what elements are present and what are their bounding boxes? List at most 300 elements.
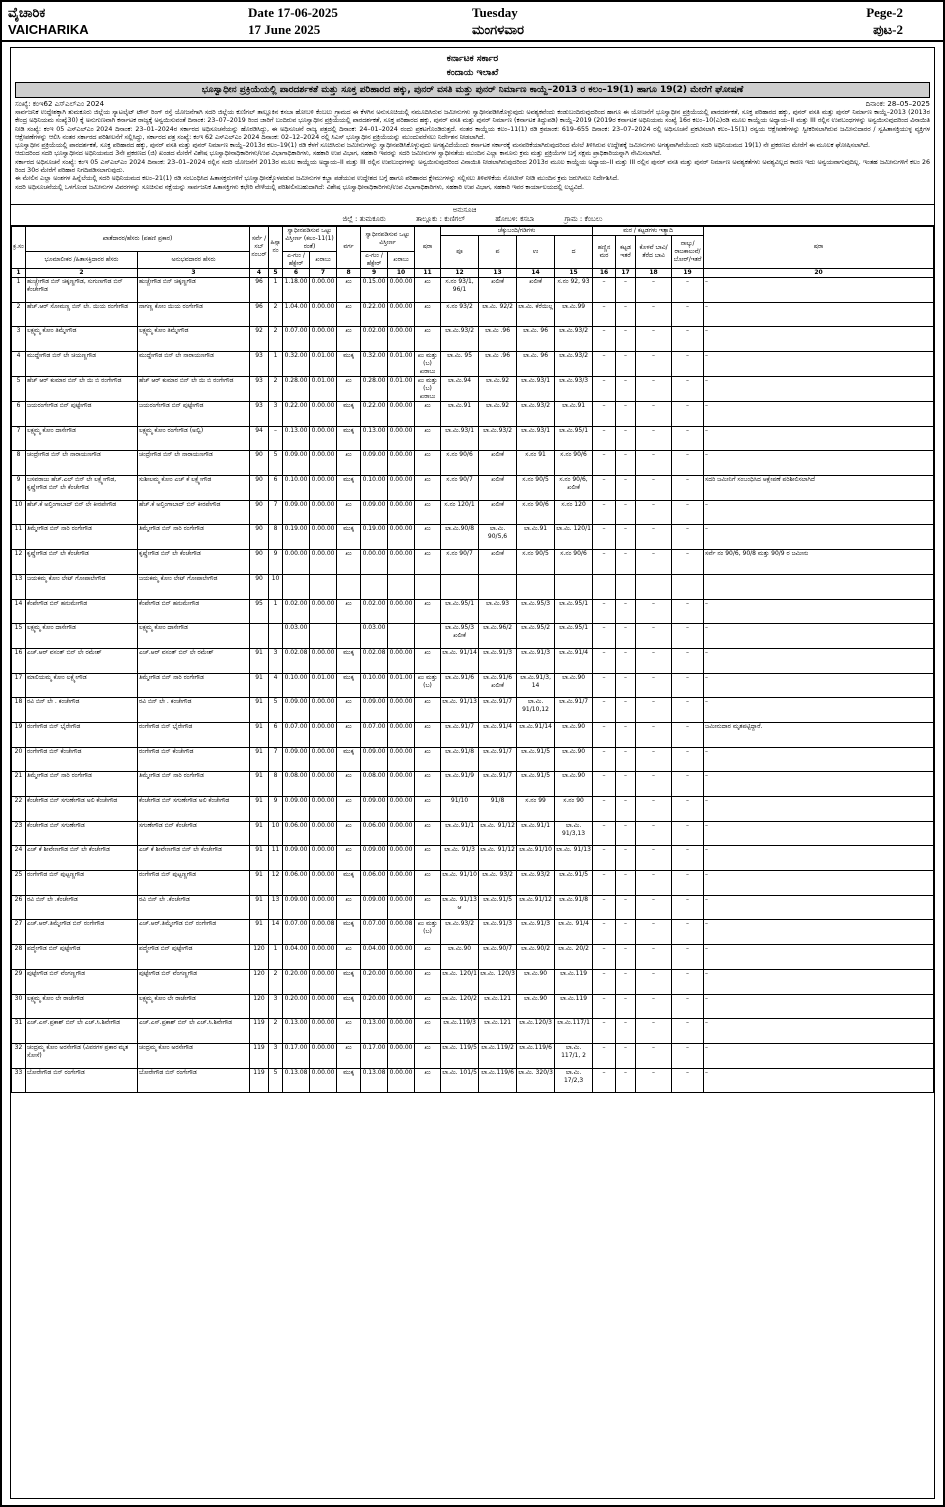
- survey-cell: 93: [250, 402, 269, 427]
- kharab-cell: 0.00.00: [310, 994, 337, 1019]
- trees-cell: –: [593, 747, 616, 772]
- owner-cell: ರಂಗೇಗೌಡ ಬಿನ್ ಪುಟ್ಟಣ್ಣಗೌಡ: [26, 871, 138, 896]
- hissa-cell: 5: [269, 698, 283, 723]
- katha-cell: ರಂಗೇಗೌಡ ಬಿನ್ ಭೈರೇಗೌಡ: [138, 722, 250, 747]
- column-number: 20: [704, 268, 934, 277]
- kharab-cell: 0.00.00: [310, 846, 337, 871]
- well-cell: –: [636, 525, 672, 550]
- other-cell: –: [672, 1068, 704, 1093]
- well-cell: –: [636, 277, 672, 302]
- area-cell: 0.02.00: [283, 599, 310, 624]
- survey-cell: 91: [250, 673, 269, 698]
- trees-cell: –: [593, 599, 616, 624]
- remarks-cell: –: [704, 1043, 934, 1068]
- remarks-type-cell: [415, 574, 441, 599]
- notice-paragraph: ಭೂಸ್ವಾಧೀನ ಪ್ರಕ್ರಿಯೆಯಲ್ಲಿ ಪಾರದರ್ಶಕತೆ, ಸೂಕ್ತ ಪರಿಹಾರದ ಹಕ್ಕು, ಪುನರ್ ವಸತಿ ಮತ್ತು ಪುನರ್ ನಿರ್ಮಾಣ ಕಾಯ್ದೆ–2013ರ ಕಲಂ–19(1) ರಡಿ ಕೆಳಗೆ ಸೂಚಿಸಿರುವ ಜಮೀನುಗಳನ್ನು ಸ್ವಾಧೀನಪಡಿಸಿಕೊಳ್ಳುವುದು ಅಗತ್ಯವಿದೆಯೆಂದು ಕರ್ನಾಟಕ ಸರ್ಕಾರಕ್ಕೆ ಮನವರಿಕೆಯಾಗಿರುವುದರಿಂದ ಮೇಲೆ ತಿಳಿಸಿರುವ ಉದ್ದೇಶಕ್ಕೆ ಜಮೀನುಗಳು ಅಗತ್ಯವಾಗಿವೆಯೆಂದು ಸದರಿ ಅಧಿನಿಯಮದ 19(1) ನೇ ಪ್ರಕರಣದ ಮೇರೆಗೆ ಈ ಮೂಲಕ ಘೋಷಿಸಲಾಗಿದೆ.: [15, 142, 870, 150]
- hissa-cell: 2: [269, 1019, 283, 1044]
- north-boundary-cell: ಲಾ.ಮಿ.93/2: [517, 402, 555, 427]
- hissa-cell: 13: [269, 895, 283, 920]
- type-cell: ಖು: [337, 451, 361, 476]
- east-boundary-cell: ಸ.ನಂ 93/2: [441, 302, 479, 327]
- east-boundary-cell: ಲಾ.ಮಿ. 91/3: [441, 846, 479, 871]
- other-cell: –: [672, 722, 704, 747]
- acquired-area-cell: 0.22.00: [361, 302, 388, 327]
- page-number-block: [663, 2, 943, 40]
- owner-cell: ಎಚ್.ಆರ್ ವಸಂತ್ ಬಿನ್ ಲೇ ರಮೇಶ್: [26, 648, 138, 673]
- trees-cell: –: [593, 352, 616, 377]
- table-row: [12, 277, 934, 302]
- building-cell: –: [616, 797, 636, 822]
- type-cell: ಮುಕ್ಕ: [337, 426, 361, 451]
- table-row: [12, 451, 934, 476]
- schedule-title: ಅನುಸೂಚಿ: [452, 205, 477, 214]
- trees-cell: –: [593, 426, 616, 451]
- well-cell: –: [636, 1043, 672, 1068]
- west-boundary-cell: ಲಾ.ಮಿ. 91/12: [479, 821, 517, 846]
- trees-cell: –: [593, 648, 616, 673]
- other-cell: –: [672, 476, 704, 501]
- katha-cell: ಚಂದ್ರೇಗೌಡ ಬಿನ್ ಲೇ ನಾರಾಯಣಗೌಡ: [138, 451, 250, 476]
- sl-cell: 22: [12, 797, 26, 822]
- west-boundary-cell: ಲಾ.ಮಿ.91/3: [479, 920, 517, 945]
- remarks-cell: –: [704, 747, 934, 772]
- south-boundary-cell: ಸ.ನಂ 120: [555, 500, 593, 525]
- well-cell: –: [636, 648, 672, 673]
- north-boundary-cell: ಲಾ.ಮಿ.91/12: [517, 895, 555, 920]
- other-cell: –: [672, 327, 704, 352]
- col-header-hissa: ಹಿಸ್ಸಾ ನಂ: [269, 226, 283, 268]
- east-boundary-cell: 91/10: [441, 797, 479, 822]
- kharab-cell: 0.01.00: [310, 377, 337, 402]
- acquired-area-cell: 0.08.00: [361, 772, 388, 797]
- other-cell: –: [672, 525, 704, 550]
- area-cell: 0.17.00: [283, 1043, 310, 1068]
- acquired-area-cell: 0.09.00: [361, 500, 388, 525]
- west-boundary-cell: ಲಾ.ಮಿ.91/7: [479, 698, 517, 723]
- area-cell: 0.04.00: [283, 945, 310, 970]
- type-cell: ಖು: [337, 846, 361, 871]
- katha-cell: ಎಚ್.ಆರ್ ವಸಂತ್ ಬಿನ್ ಲೇ ರಮೇಶ್: [138, 648, 250, 673]
- hissa-cell: 3: [269, 402, 283, 427]
- acquired-kharab-cell: 0.00.00: [388, 871, 415, 896]
- table-row: [12, 599, 934, 624]
- hissa-cell: 1: [269, 945, 283, 970]
- acquired-area-cell: 0.09.00: [361, 747, 388, 772]
- well-cell: –: [636, 945, 672, 970]
- acquired-kharab-cell: [388, 624, 415, 649]
- remarks-type-cell: ಖು: [415, 846, 441, 871]
- reference-date: ದಿನಾಂಕ: 28–05–2025: [865, 100, 930, 108]
- survey-cell: 91: [250, 871, 269, 896]
- east-boundary-cell: ಲಾ.ಮಿ. 120/2: [441, 994, 479, 1019]
- survey-cell: 90: [250, 550, 269, 575]
- kharab-cell: 0.01.00: [310, 352, 337, 377]
- remarks-type-cell: ಖು: [415, 747, 441, 772]
- trees-cell: –: [593, 920, 616, 945]
- north-boundary-cell: ಲಾ.ಮಿ. ಕೆರೆಯಿಲ್ಲ: [517, 302, 555, 327]
- acquired-area-cell: 0.04.00: [361, 945, 388, 970]
- other-cell: –: [672, 871, 704, 896]
- sl-cell: 28: [12, 945, 26, 970]
- survey-cell: 91: [250, 747, 269, 772]
- north-boundary-cell: ಲಾ.ಮಿ.91/5: [517, 747, 555, 772]
- acquired-kharab-cell: 0.00.00: [388, 994, 415, 1019]
- survey-cell: [250, 624, 269, 649]
- well-cell: –: [636, 402, 672, 427]
- sl-cell: 21: [12, 772, 26, 797]
- area-cell: 0.06.00: [283, 821, 310, 846]
- well-cell: –: [636, 895, 672, 920]
- west-boundary-cell: ಲಾ.ಮಿ.119/6: [479, 1068, 517, 1093]
- remarks-type-cell: ಖು: [415, 1068, 441, 1093]
- table-row: [12, 648, 934, 673]
- remarks-type-cell: [415, 624, 441, 649]
- survey-cell: 91: [250, 846, 269, 871]
- column-number: 15: [555, 268, 593, 277]
- type-cell: ಖು: [337, 1019, 361, 1044]
- remarks-type-cell: ಖು: [415, 648, 441, 673]
- trees-cell: –: [593, 277, 616, 302]
- north-boundary-cell: ಲಾ.ಮಿ.90: [517, 994, 555, 1019]
- well-cell: –: [636, 797, 672, 822]
- kharab-cell: 0.00.00: [310, 945, 337, 970]
- acquired-area-cell: 0.09.00: [361, 895, 388, 920]
- building-cell: –: [616, 994, 636, 1019]
- sl-cell: 24: [12, 846, 26, 871]
- south-boundary-cell: ಸ.ನಂ 90/6: [555, 550, 593, 575]
- owner-cell: ಜಯರಂಗೇಗೌಡ ಬಿನ್ ಪುಟ್ಟೇಗೌಡ: [26, 402, 138, 427]
- trees-cell: –: [593, 698, 616, 723]
- kharab-cell: 0.00.00: [310, 500, 337, 525]
- trees-cell: –: [593, 895, 616, 920]
- trees-cell: –: [593, 327, 616, 352]
- sl-cell: 11: [12, 525, 26, 550]
- type-cell: ಖು: [337, 1043, 361, 1068]
- remarks-cell: –: [704, 871, 934, 896]
- katha-cell: ಜಯಕಮ್ಮ ಕೋಂ ಲೇಟ್ ಗೋಪಾಲೇಗೌಡ: [138, 574, 250, 599]
- sl-cell: 3: [12, 327, 26, 352]
- table-row: [12, 525, 934, 550]
- north-boundary-cell: ಖಲೀಕೆ: [517, 277, 555, 302]
- other-cell: –: [672, 673, 704, 698]
- west-boundary-cell: ಲಾ.ಮಿ.90/7: [479, 945, 517, 970]
- acquired-area-cell: 0.10.00: [361, 476, 388, 501]
- acquired-kharab-cell: 0.00.08: [388, 920, 415, 945]
- type-cell: ಮುಕ್ಕ: [337, 871, 361, 896]
- east-boundary-cell: ಸ.ನಂ 90/7: [441, 476, 479, 501]
- kharab-cell: 0.00.00: [310, 402, 337, 427]
- owner-cell: ಕೆಂಚೇಗೌಡ ಬಿನ್ ಸಗುಣೇಗೌಡ: [26, 821, 138, 846]
- owner-cell: ಎಚ್.ಎಸ್.ಪ್ರಕಾಶ್ ಬಿನ್ ಲೇ ಎಚ್.ಸಿ.ಶಿವೇಗೌಡ: [26, 1019, 138, 1044]
- masthead: [2, 2, 242, 40]
- remarks-type-cell: ಖು: [415, 722, 441, 747]
- hissa-cell: 5: [269, 451, 283, 476]
- kharab-cell: 0.00.00: [310, 895, 337, 920]
- well-cell: –: [636, 673, 672, 698]
- south-boundary-cell: ಲಾ.ಮಿ.91/5: [555, 871, 593, 896]
- south-boundary-cell: ಲಾ.ಮಿ. 117/1, 2: [555, 1043, 593, 1068]
- west-boundary-cell: ಲಾ.ಮಿ. 92/2: [479, 302, 517, 327]
- area-cell: 0.07.00: [283, 920, 310, 945]
- remarks-type-cell: ಖು: [415, 895, 441, 920]
- survey-cell: 92: [250, 327, 269, 352]
- dept-title: ಕಂದಾಯ ಇಲಾಖೆ: [446, 68, 499, 78]
- building-cell: –: [616, 476, 636, 501]
- west-boundary-cell: ಲಾ.ಮಿ.91/6 ಖಲೀಕೆ: [479, 673, 517, 698]
- katha-cell: ಪುಟ್ಟೇಗೌಡ ಬಿನ್ ವೆಂಗಣ್ಣಗೌಡ: [138, 969, 250, 994]
- hissa-cell: 2: [269, 327, 283, 352]
- col-header-sl: ಕ್ರ.ಸಂ: [12, 226, 26, 268]
- owner-cell: ರವಿ ಬಿನ್ ಲೇ .ಕೆಂಚೇಗೌಡ: [26, 895, 138, 920]
- other-cell: –: [672, 302, 704, 327]
- acquired-kharab-cell: 0.00.00: [388, 722, 415, 747]
- survey-cell: 91: [250, 772, 269, 797]
- sl-cell: 4: [12, 352, 26, 377]
- table-row: [12, 1019, 934, 1044]
- survey-cell: 119: [250, 1019, 269, 1044]
- building-cell: –: [616, 673, 636, 698]
- type-cell: ಮುಕ್ಕ: [337, 920, 361, 945]
- other-cell: –: [672, 1043, 704, 1068]
- south-boundary-cell: [555, 574, 593, 599]
- katha-cell: ಸುಶೀಲಮ್ಮ ಕೋಂ ಎಚ್ ಕೆ ಲಕ್ಷ್ಮೇಗೌಡ: [138, 476, 250, 501]
- katha-cell: ಹುಚ್ಚೇಗೌಡ ಬಿನ್ ಚಿಕ್ಕಣ್ಣಗೌಡ: [138, 277, 250, 302]
- survey-cell: 93: [250, 352, 269, 377]
- other-cell: –: [672, 821, 704, 846]
- area-cell: 0.09.00: [283, 846, 310, 871]
- type-cell: ಮುಕ್ಕ: [337, 1068, 361, 1093]
- other-cell: –: [672, 920, 704, 945]
- notice-paragraph: ಸರ್ಕಾರದ ಅಧಿಸೂಚನೆ ಸಂಖ್ಯೆ: ಕಂಇ 05 ಎಸ್ಎಲ್ಎಂ 2024 ದಿನಾಂಕ: 23–01–2024 ರಲ್ಲಿನ ಸದರಿ ಯೋಜನೆಗೆ 2013ರ ಮೂಲ ಕಾಯ್ದೆಯ ಅಧ್ಯಾಯ–II ಮತ್ತು III ರಲ್ಲಿನ ಉಪಬಂಧಗಳನ್ನು ಅನ್ವಯಿಸುವುದರಿಂದ ವಿನಾಯಿತಿ ನೀಡಲಾಗಿರುವುದರಿಂದ 2013ರ ಮೂಲ ಕಾಯ್ದೆಯ ಅಧ್ಯಾಯ–II ಮತ್ತು III ರಲ್ಲಿನ ಪುನರ್ ವಸತಿ ಮತ್ತು ಪುನರ್ ನಿರ್ಮಾಣ ಅವಶ್ಯಕತೆಗಳು ಅವಶ್ಯವಿಲ್ಲದ ಕಾರಣ ಇದು ಅನ್ವಯವಾಗುವುದಿಲ್ಲ. ಇಂತಹ ಜಮೀನುಗಳಿಗೆ ಕಲಂ 26 ರಿಂದ 30ರ ಮೇರೆಗೆ ಪರಿಹಾರ ನಿಗದಿಪಡಿಸಲಾಗುವುದು.: [15, 158, 930, 175]
- type-cell: ಮುಕ್ಕ: [337, 673, 361, 698]
- south-boundary-cell: ಲಾ.ಮಿ.95/1: [555, 624, 593, 649]
- hissa-cell: 5: [269, 1068, 283, 1093]
- col-header-katha: ಅನುಭವದಾರರ ಹೆಸರು: [138, 251, 250, 268]
- trees-cell: –: [593, 525, 616, 550]
- owner-cell: ತಿಮ್ಮೇಗೌಡ ಬಿನ್ ನಾರಿ ರಂಗೇಗೌಡ: [26, 772, 138, 797]
- remarks-cell: –: [704, 821, 934, 846]
- remarks-cell: ಸದರಿ ಜಮೀನಿಗೆ ಸಂಬಂಧಿಸಿದ ಆಕ್ಷೇಪಣೆ ಪರಿಶೀಲಿಸಲಾಗಿದೆ: [704, 476, 934, 501]
- survey-cell: 119: [250, 1043, 269, 1068]
- north-boundary-cell: ಸ.ನಂ 90/6: [517, 500, 555, 525]
- north-boundary-cell: ಲಾ.ಮಿ. 96: [517, 327, 555, 352]
- kharab-cell: 0.00.00: [310, 525, 337, 550]
- col-header-total-area: ಸ್ವಾಧೀನಪಡಿಸುವ ಒಟ್ಟು ವಿಸ್ತೀರ್ಣ (ಕಲಂ-11(1) ರಂತೆ): [283, 226, 337, 251]
- acquired-kharab-cell: 0.00.00: [388, 426, 415, 451]
- area-cell: 0.20.00: [283, 994, 310, 1019]
- building-cell: –: [616, 377, 636, 402]
- schedule-district: ಜಿಲ್ಲೆ : ತುಮಕೂರು: [342, 214, 386, 223]
- hissa-cell: –: [269, 426, 283, 451]
- west-boundary-cell: ಲಾ.ಮಿ.91/5: [479, 895, 517, 920]
- trees-cell: –: [593, 1068, 616, 1093]
- col-header-owner-group: ಖಾತೆದಾರರ/ಹೆಸರು (ಪಹಣಿ ಪ್ರಕಾರ): [26, 226, 250, 251]
- remarks-cell: –: [704, 525, 934, 550]
- well-cell: –: [636, 352, 672, 377]
- south-boundary-cell: ಲಾ.ಮಿ. 20/2: [555, 945, 593, 970]
- katha-cell: ಹೆಚ್.ಕೆ ಅಲ್ತಿಂಗಾಬಾದ್ ಬಿನ್ ಕೀರಪೇಗೌಡ: [138, 500, 250, 525]
- kharab-cell: 0.00.00: [310, 871, 337, 896]
- day-english: Tuesday: [472, 5, 518, 20]
- acquired-kharab-cell: 0.00.00: [388, 525, 415, 550]
- table-row: [12, 377, 934, 402]
- acquired-kharab-cell: [388, 574, 415, 599]
- survey-cell: 91: [250, 920, 269, 945]
- reference-line: [11, 100, 934, 109]
- area-cell: 0.07.00: [283, 327, 310, 352]
- east-boundary-cell: ಲಾ.ಮಿ.95/1: [441, 599, 479, 624]
- well-cell: –: [636, 994, 672, 1019]
- day-block: [442, 2, 663, 40]
- remarks-type-cell: ಖು ಮತ್ತು (ಬ) ಖರಾಬು: [415, 377, 441, 402]
- table-row: [12, 722, 934, 747]
- col-header-other: ನಾಲ್ಕು/ರಾಜಕಾಲುವೆ/ ಬೋರ್/ಇತರೆ: [672, 235, 704, 268]
- katha-cell: ರಂಗೇಗೌಡ ಬಿನ್ ಕೆಂಚೇಗೌಡ: [138, 747, 250, 772]
- hissa-cell: 1: [269, 352, 283, 377]
- remarks-type-cell: ಖು ಮತ್ತು (ಬ) ಖರಾಬು: [415, 352, 441, 377]
- hissa-cell: 3: [269, 648, 283, 673]
- acquired-area-cell: 0.32.00: [361, 352, 388, 377]
- hissa-cell: 12: [269, 871, 283, 896]
- owner-cell: ಪುಟ್ಟೇಗೌಡ ಬಿನ್ ವೆಂಗಣ್ಣಗೌಡ: [26, 969, 138, 994]
- remarks-type-cell: ಖು: [415, 821, 441, 846]
- west-boundary-cell: ಲಾ.ಮಿ. 91/12: [479, 846, 517, 871]
- sl-cell: 13: [12, 574, 26, 599]
- other-cell: –: [672, 550, 704, 575]
- katha-cell: ಎಚ್.ಎಸ್.ಪ್ರಕಾಶ್ ಬಿನ್ ಲೇ ಎಚ್.ಸಿ.ಶಿವೇಗೌಡ: [138, 1019, 250, 1044]
- south-boundary-cell: ಲಾ.ಮಿ.93/2: [555, 327, 593, 352]
- west-boundary-cell: ಖಲೀಕೆ: [479, 476, 517, 501]
- building-cell: –: [616, 302, 636, 327]
- acquired-area-cell: 0.07.00: [361, 722, 388, 747]
- building-cell: –: [616, 327, 636, 352]
- column-number: 8: [337, 268, 361, 277]
- remarks-type-cell: ಖು: [415, 871, 441, 896]
- other-cell: –: [672, 797, 704, 822]
- sl-cell: 27: [12, 920, 26, 945]
- column-number: 10: [388, 268, 415, 277]
- south-boundary-cell: ಲಾ.ಮಿ. 91/13: [555, 846, 593, 871]
- trees-cell: –: [593, 500, 616, 525]
- building-cell: –: [616, 277, 636, 302]
- sl-cell: 1: [12, 277, 26, 302]
- well-cell: –: [636, 747, 672, 772]
- owner-cell: ಲಕ್ಷ್ಮಮ್ಮ ಕೋಂ ದಾಸೇಗೌಡ: [26, 426, 138, 451]
- survey-cell: 91: [250, 797, 269, 822]
- remarks-cell: –: [704, 277, 934, 302]
- katha-cell: ಕೆಂಪೇಗೌಡ ಬಿನ್ ಹನುಮೇಗೌಡ: [138, 599, 250, 624]
- owner-cell: ಹೆಚ್.ಕೆ ಅಲ್ತಿಂಗಾಬಾದ್ ಬಿನ್ ಲೇ ಕೀರಪೇಗೌಡ: [26, 500, 138, 525]
- east-boundary-cell: ಲಾ.ಮಿ.93/1: [441, 426, 479, 451]
- north-boundary-cell: ಲಾ.ಮಿ.91/5: [517, 772, 555, 797]
- trees-cell: –: [593, 722, 616, 747]
- north-boundary-cell: ಲಾ.ಮಿ.120/3: [517, 1019, 555, 1044]
- remarks-cell: –: [704, 969, 934, 994]
- owner-cell: ಬೋರೇಗೌಡ ಬಿನ್ ರಂಗೇಗೌಡ: [26, 1068, 138, 1093]
- north-boundary-cell: ಲಾ.ಮಿ.91/3, 14: [517, 673, 555, 698]
- column-number: 14: [517, 268, 555, 277]
- acquired-kharab-cell: 0.01.00: [388, 352, 415, 377]
- trees-cell: –: [593, 402, 616, 427]
- south-boundary-cell: ಸ.ನಂ 90/6, ಖಲೀಕೆ: [555, 476, 593, 501]
- kharab-cell: 0.00.00: [310, 797, 337, 822]
- area-cell: 0.10.00: [283, 673, 310, 698]
- area-cell: 1.04.00: [283, 302, 310, 327]
- north-boundary-cell: ಲಾ.ಮಿ.95/3: [517, 599, 555, 624]
- east-boundary-cell: ಲಾ.ಮಿ.95/3 ಖಲೀಕೆ: [441, 624, 479, 649]
- katha-cell: ಸಗುಣೇಗೌಡ ಬಿನ್ ಕೆಂಚೇಗೌಡ: [138, 821, 250, 846]
- sl-cell: 14: [12, 599, 26, 624]
- west-boundary-cell: ಖಲೀಕೆ: [479, 277, 517, 302]
- hissa-cell: 3: [269, 1043, 283, 1068]
- katha-cell: ಲಕ್ಷ್ಮಮ್ಮ ಕೋಂ ರಂಗೇಗೌಡ (ಅಲ್ವಿ): [138, 426, 250, 451]
- acquired-kharab-cell: 0.00.00: [388, 1068, 415, 1093]
- acquired-kharab-cell: 0.01.00: [388, 377, 415, 402]
- owner-cell: ಚಂದ್ರಮ್ಮ ಕೋಂ ಅರಸೇಗೌಡ (ವಿವರಗಳ ಪ್ರಕಾರ ಮೃತ ಸೋಸೆ): [26, 1043, 138, 1068]
- north-boundary-cell: ಲಾ.ಮಿ. 91/10,12: [517, 698, 555, 723]
- sl-cell: 20: [12, 747, 26, 772]
- area-cell: 0.13.00: [283, 426, 310, 451]
- owner-cell: ಮಾಲಿಯಮ್ಮ ಕೋಂ ಲಕ್ಷ್ಮೇಗೌಡ: [26, 673, 138, 698]
- table-row: [12, 302, 934, 327]
- survey-cell: 96: [250, 302, 269, 327]
- acquired-area-cell: 0.00.00: [361, 550, 388, 575]
- remarks-type-cell: ಖು: [415, 302, 441, 327]
- building-cell: –: [616, 1019, 636, 1044]
- katha-cell: ಪದ್ಮೇಗೌಡ ಬಿನ್ ಪುಟ್ಟೇಗೌಡ: [138, 945, 250, 970]
- survey-cell: 120: [250, 945, 269, 970]
- day-kannada: ಮಂಗಳವಾರ: [472, 22, 525, 37]
- kharab-cell: 0.00.00: [310, 969, 337, 994]
- well-cell: –: [636, 722, 672, 747]
- survey-cell: 91: [250, 821, 269, 846]
- owner-cell: ಎಚ್.ಆರ್.ತಿಮ್ಮೇಗೌಡ ಬಿನ್ ರಂಗೇಗೌಡ: [26, 920, 138, 945]
- building-cell: –: [616, 1068, 636, 1093]
- remarks-cell: –: [704, 500, 934, 525]
- west-boundary-cell: ಲಾ.ಮಿ.91/3: [479, 648, 517, 673]
- schedule-taluk: ತಾಲ್ಲೂಕು : ಕುಣಿಗಲ್: [416, 214, 466, 223]
- east-boundary-cell: ಲಾ.ಮಿ. 120/1: [441, 969, 479, 994]
- sl-cell: 15: [12, 624, 26, 649]
- remarks-type-cell: ಖು: [415, 500, 441, 525]
- acquired-kharab-cell: 0.00.00: [388, 747, 415, 772]
- well-cell: –: [636, 846, 672, 871]
- east-boundary-cell: ಲಾ.ಮಿ.91/8: [441, 747, 479, 772]
- katha-cell: ಲಕ್ಷ್ಮಮ್ಮ ಕೋಂ ಲೇ ರಾಜೇಗೌಡ: [138, 994, 250, 1019]
- kharab-cell: 0.00.00: [310, 648, 337, 673]
- trees-cell: –: [593, 476, 616, 501]
- area-cell: 0.09.00: [283, 698, 310, 723]
- katha-cell: ಹೆಚ್ ಆರ್ ಕುಮಾರ ಬಿನ್ ಲೇ ಯಿ ಬಿ ರಂಗೇಗೌಡ: [138, 377, 250, 402]
- remarks-type-cell: ಖು: [415, 1019, 441, 1044]
- acquired-kharab-cell: 0.00.00: [388, 821, 415, 846]
- remarks-type-cell: ಖು: [415, 945, 441, 970]
- owner-cell: ಬಸವರಾಜು ಹೆಚ್.ಎಲ್ ಬಿನ್ ಲೇ ಲಕ್ಷ್ಮೇಗೌಡ, ಕೃಷ್ಣೇಗೌಡ ಬಿನ್ ಲೇ ಕೆಂಚೇಗೌಡ: [26, 476, 138, 501]
- hissa-cell: 14: [269, 920, 283, 945]
- table-row: [12, 476, 934, 501]
- west-boundary-cell: ಲಾ.ಮಿ.121: [479, 1019, 517, 1044]
- trees-cell: –: [593, 821, 616, 846]
- building-cell: –: [616, 821, 636, 846]
- well-cell: –: [636, 1019, 672, 1044]
- north-boundary-cell: ಲಾ.ಮಿ. 96: [517, 352, 555, 377]
- type-cell: ಖು: [337, 599, 361, 624]
- east-boundary-cell: [441, 574, 479, 599]
- table-row: [12, 550, 934, 575]
- column-number: 12: [441, 268, 479, 277]
- remarks-type-cell: ಖು: [415, 797, 441, 822]
- west-boundary-cell: ಲಾ.ಮಿ.93/2: [479, 426, 517, 451]
